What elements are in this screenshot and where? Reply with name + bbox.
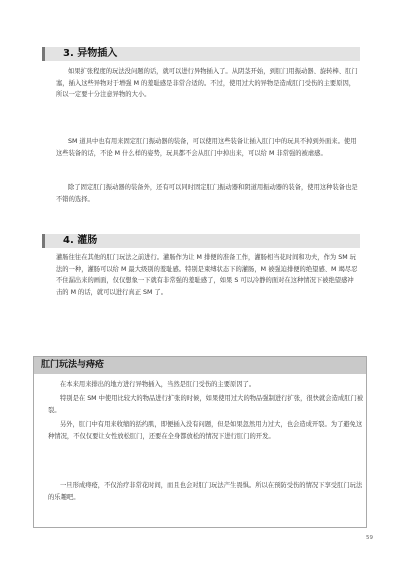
section-4-header [42, 234, 360, 248]
sidebar-box-paragraph-4: 一旦形成痔疮，不仅治疗非常花时间，而且也会对肛门玩法产生畏惧。所以在预防受伤的情况下享受肛门玩法的乐趣吧。 [48, 482, 363, 501]
section-3-paragraph-2: SM 道具中也有用来固定肛门振动器的装备，可以使用这些装备让插入肛门中的玩具不掉到外面来。使用这些装备的话，不论 M 什么样的姿势，玩具都不会从肛门中掉出来，可以给 M 非常强的被虐感。 [56, 138, 357, 157]
section-3-title: 3. 异物插入 [63, 48, 118, 59]
section-4-title: 4. 灌肠 [63, 235, 98, 246]
sidebar-box-anal-play-hemorrhoids [33, 356, 367, 528]
sidebar-box-paragraph-3: 另外，肛门中有用来收缩的括约肌，即便插入没有问题，但是如果忽然用力过大，也会造成开裂。为了避免这种情况，不仅仅要让女性放松肛门，还要在全身都放松的情况下进行肛门的开发。 [48, 421, 363, 440]
sidebar-box-header [34, 357, 366, 374]
sidebar-box-paragraph-1: 在本来用来排出的地方进行异物插入，当然是肛门受伤的主要原因了。 [60, 381, 256, 388]
section-3-header [42, 47, 360, 61]
sidebar-box-paragraph-2: 特别是在 SM 中使用比较大的物品进行扩张的时候，如果使用过大的物品强制进行扩张，很快就会造成肛门被裂。 [48, 395, 364, 414]
section-4-paragraph-1: 灌肠往往在其他的肛门玩法之前进行。灌肠作为让 M 排便的准备工作，灌肠相当花时间和功夫，作为 SM 玩法的一种，灌肠可以给 M 最大级别的羞耻感。特别是束缚状态下的灌肠，M 被强迫排便的绝望感、M 竭尽忍不住漏出来的画面，仅仅想象一下就有非常强的羞耻感了，如果 S 可以冷静的面对在这种情况下被绝望感冲击的 M 的话，就可以进行真正 SM 了。 [56, 254, 358, 296]
sidebar-box-title: 肛门玩法与痔疮 [41, 360, 105, 370]
page-number: 59 [366, 535, 373, 541]
section-3-paragraph-1: 如果扩张程度的玩法没问题的话，就可以进行异物插入了。从阴茎开始，到肛门用振动器、旋转棒、肛门塞，插入这些异物对于增强 M 的羞耻感是非常合适的。不过，使用过大的异物是造成肛门受伤的主要原因，所以一定要十分注意异物的大小。 [56, 68, 358, 99]
section-3-paragraph-3: 除了固定肛门振动器的装备外，还有可以同时固定肛门振动器和阴道用振动器的装备，使用这种装备也是不错的选择。 [56, 184, 358, 203]
